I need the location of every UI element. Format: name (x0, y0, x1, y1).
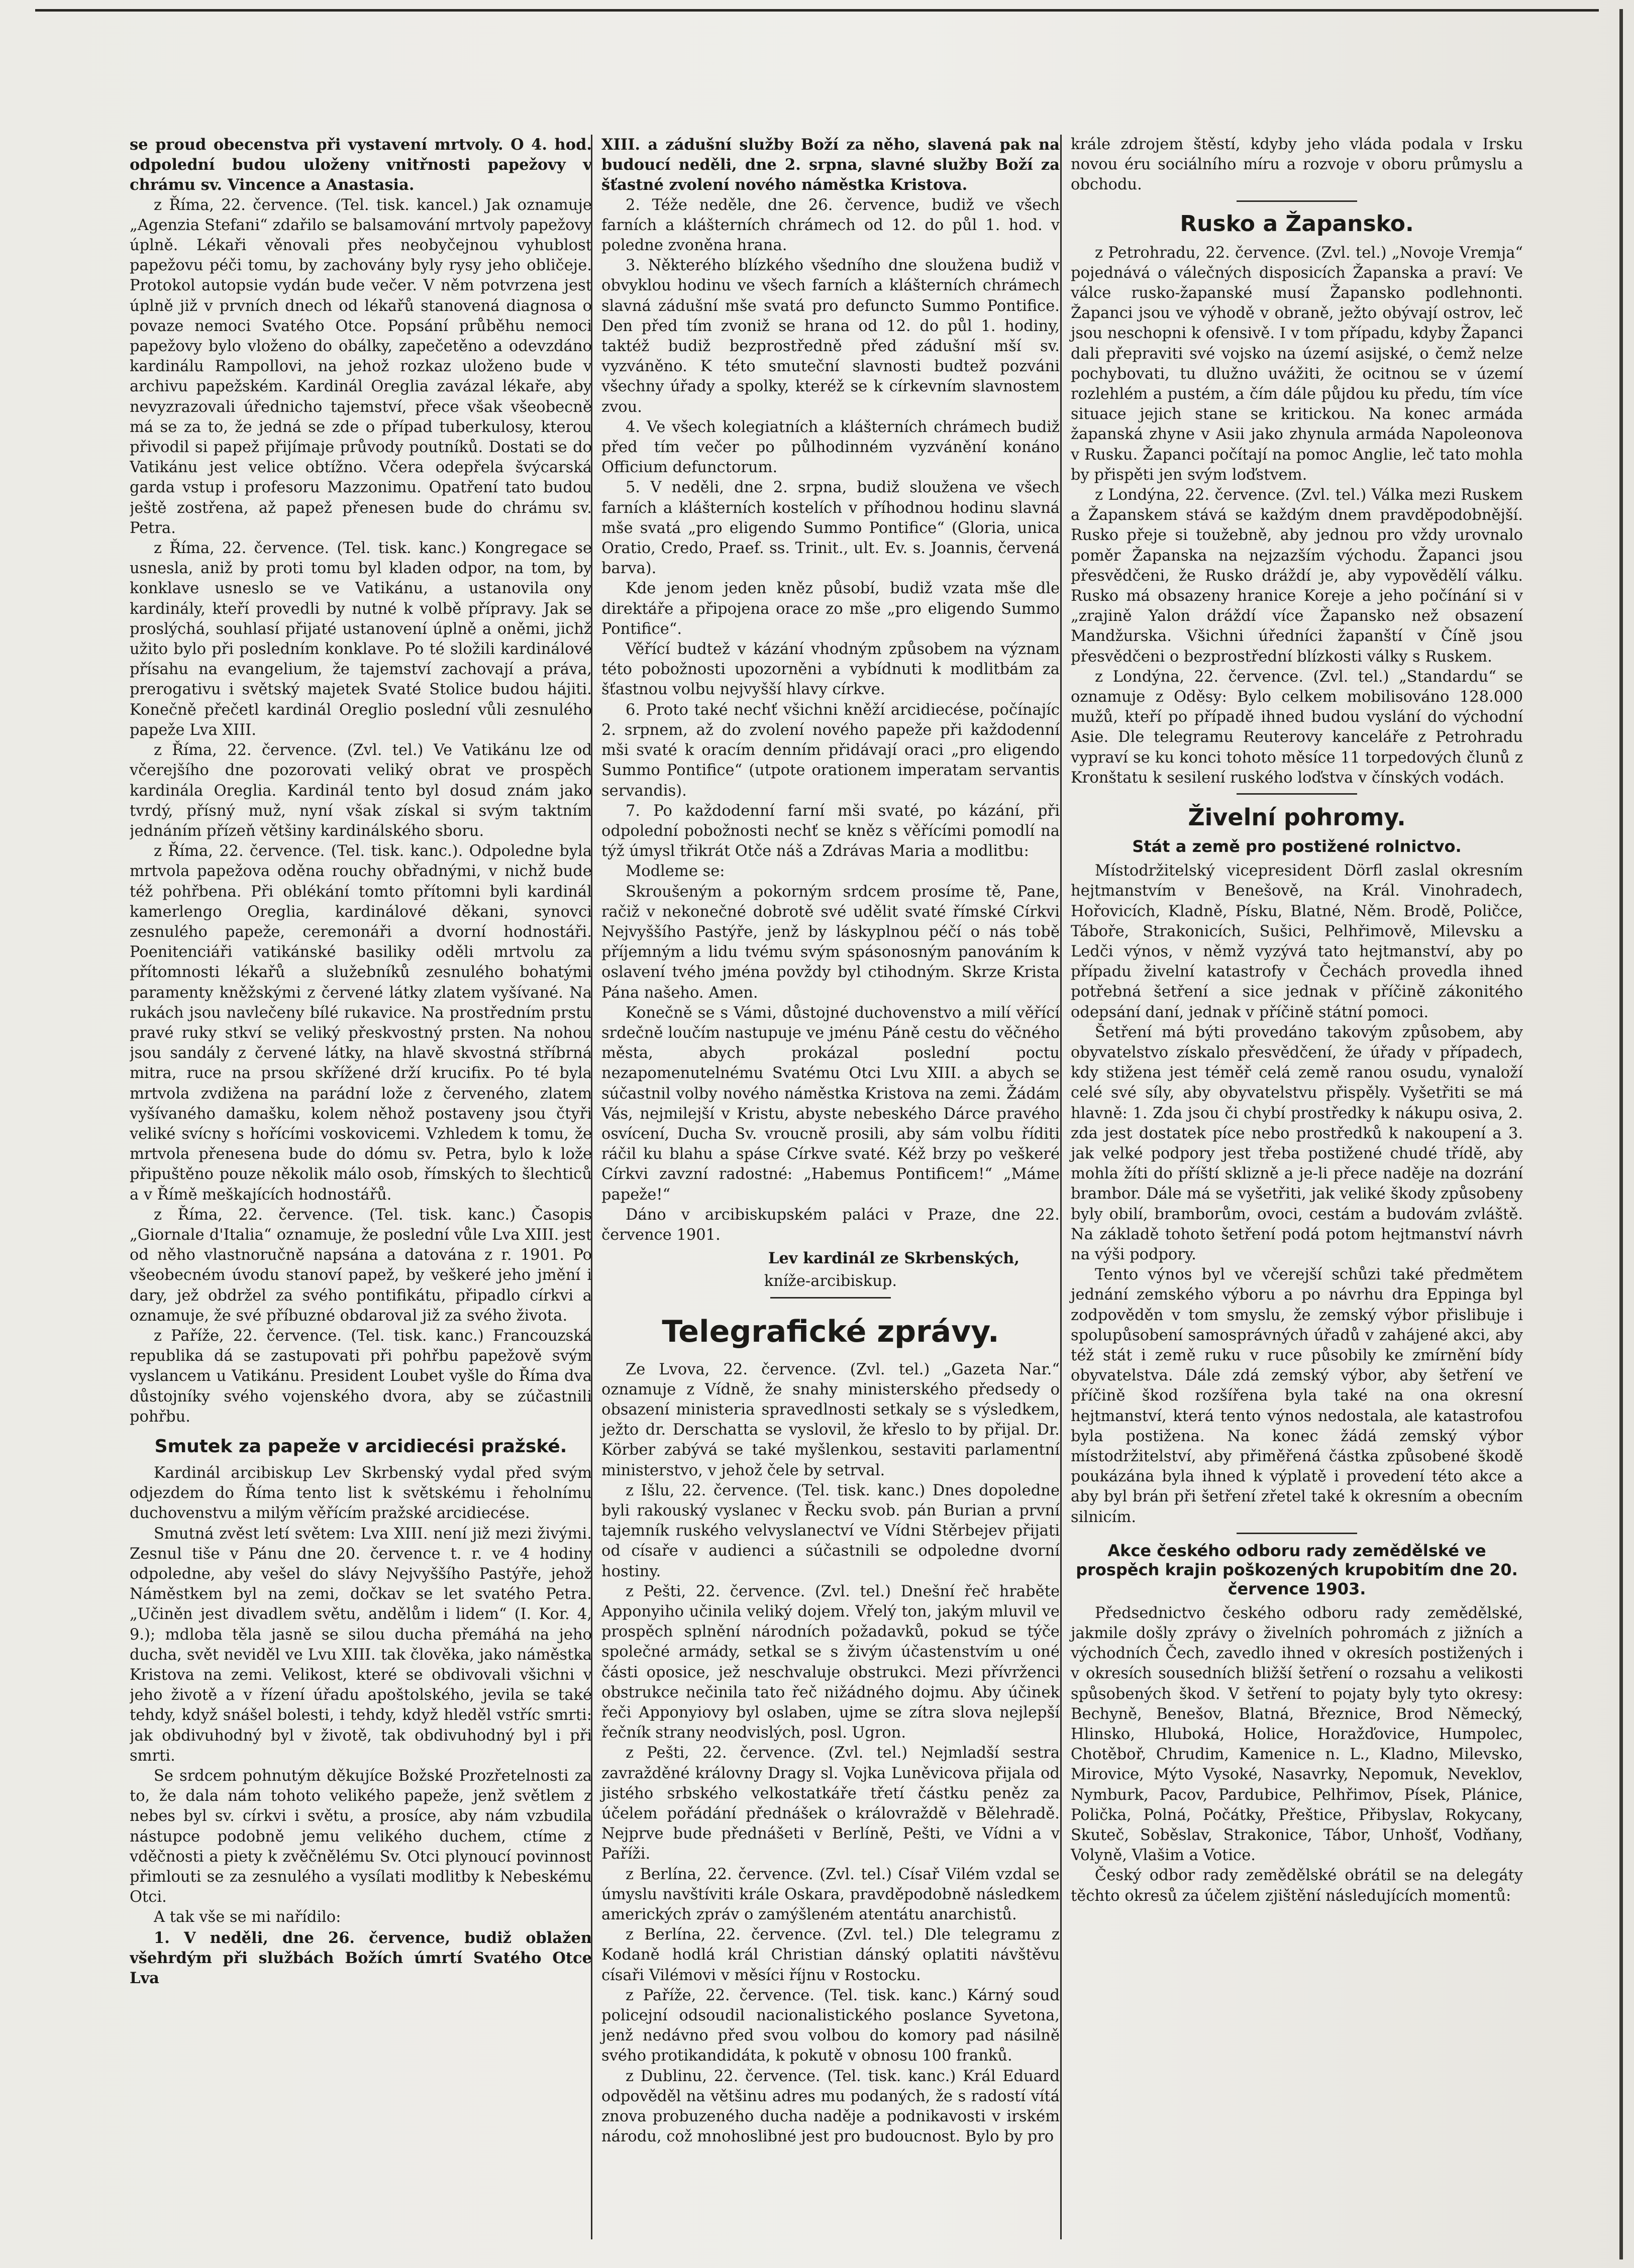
article-paragraph: 7. Po každodenní farní mši svaté, po kázání, při odpolední pobožnosti nechť se kněz s věřícími pomodlí na týž úmysl třikrát Otče náš a Zdrávas Maria a modlitbu: (601, 802, 1060, 860)
article-paragraph: Místodržitelský vicepresident Dörfl zaslal okresním hejtmanstvím v Benešově, na Král. Vinohradech, Hořovicích, Kladně, Písku, Blatné, Něm. Brodě, Poličce, Táboře, Strakonicích, Sušici, Pelhřimově, Milevsku a Ledči výnos, v němž vyzývá tato hejtmanství, aby po případu živelní katastrofy v Čechách provedla ihned potřebná šetření a sice jednak v příčině zákonitého odepsání daní, jednak v příčině státní pomoci. (1071, 862, 1523, 1021)
news-item: z Berlína, 22. července. (Zvl. tel.) Dle telegramu z Kodaně hodlá král Christian dánský oplatiti návštěvu císaři Vilémovi v měsíci říjnu v Rostocku. (601, 1926, 1060, 1984)
article-paragraph: z Říma, 22. července. (Tel. tisk. kancel.) Jak oznamuje „Agenzia Stefani“ zdařilo se balsamování mrtvoly papežovy úplně. Lékaři věnovali přes neobyčejnou vyhublost papežovu péči tomu, by zachovány byly rysy jeho obličeje. Protokol autopsie vydán bude večer. V něm potvrzena jest úplně již v prvních dnech od lékařů stanovená diagnosa o povaze nemoci Svatého Otce. Popsání průběhu nemoci papežovy bylo vloženo do obálky, zapečetěno a odevzdáno kardinálu Rampollovi, na jehož rozkaz uloženo bude v archivu papežském. Kardinál Oreglia zavázal lékaře, aby nevyzrazovali úřednicho tajemství, přece však všeobecně má se za to, že jedná se zde o případ tuberkulosy, kterou přivodil si papež přijímaje průvody poutníků. Dostati se do Vatikánu jest velice obtížno. Včera odepřela švýcarská garda vstup i profesoru Mazzonimu. Opatření tato budou ještě zostřena, až papež přenesen bude do chrámu sv. Petra. (130, 196, 592, 537)
news-item: z Pešti, 22. července. (Zvl. tel.) Dnešní řeč hraběte Apponyiho učinila veliký dojem. Vřelý ton, jakým mluvil ve prospěch splnění národních požadavků, pokud se týče společné armády, setkal se s živým účastenstvím u oné části oposice, jež neschvaluje obstrukci. Mezi přívrženci obstrukce nečinila tato řeč nižádného dojmu. Aby účinek řeči Apponyiovy byl oslaben, ujme se zítra slova nejlepší řečník strany neodvislých, posl. Ugron. (601, 1582, 1060, 1742)
top-rule (35, 9, 1599, 12)
article-paragraph: 2. Téže neděle, dne 26. července, budiž ve všech farních a klášterních chrámech od 12. do půl 1. hod. v poledne zvoněna hrana. (601, 196, 1060, 255)
divider (1237, 793, 1357, 795)
article-paragraph: z Říma, 22. července. (Zvl. tel.) Ve Vatikánu lze od včerejšího dne pozorovati veliký obrat ve prospěch kardinála Oreglia. Kardinál tento byl dosud znám jako tvrdý, přísný muž, nyní však získal si svým taktním jednáním přízeň většiny kardinálského sboru. (130, 741, 592, 840)
binding-edge (1619, 9, 1623, 2259)
article-paragraph: Se srdcem pohnutým děkujíce Božské Prozřetelnosti za to, že dala nám tohoto velikého papeže, jenž světlem z nebes byl sv. církvi i světu, a prosíce, aby nám vzbudila nástupce podobně jemu velikého duchem, ctíme z vděčnosti a piety k zvěčnělému Sv. Otci plynoucí povinnost přimlouti se za zesnulého a vysílati modlitby k Nebeskému Otci. (130, 1767, 592, 1906)
news-item: z Paříže, 22. července. (Tel. tisk. kanc.) Kárný soud policejní odsoudil nacionalistického poslance Syvetona, jenž nedávno před svou volbou do komory pad násilně svého protikandidáta, k pokutě v obnosu 100 franků. (601, 1986, 1060, 2065)
article-paragraph: Smutná zvěst letí světem: Lva XIII. není již mezi živými. Zesnul tiše v Pánu dne 20. července t. r. ve 4 hodiny odpoledne, aby vešel do slávy Nejvyššího Pastýře, jehož Náměstkem byl na zemi, dočkav se let svatého Petra. „Učiněn jest divadlem světu, andělům i lidem“ (I. Kor. 4, 9.); mdloba těla jasně se silou ducha přemáhá na jeho ducha, svět neviděl ve Lvu XIII. tak člověka, jako náměstka Kristova na zemi. Velikost, které se obdivovali všichni v jeho životě a v řízení úřadu apoštolského, jevila se také tehdy, když snášel bolesti, i tehdy, když hleděl vstříc smrti: jak obdivuhodný byl v životě, tak obdivuhodný byl i při smrti. (130, 1525, 592, 1765)
article-paragraph: A tak vše se mi nařídilo: (154, 1908, 341, 1926)
news-item: z Dublinu, 22. července. (Tel. tisk. kanc.) Král Eduard odpověděl na většinu adres mu podaných, že s radostí vítá znova probuzeného ducha naděje a podnikavosti v irském národu, což mnohoslibné jest pro budoucnost. Bylo by pro (601, 2067, 1060, 2146)
section-heading-smutek: Smutek za papeže v arcidiecési pražské. (154, 1436, 567, 1457)
section-heading-rusko: Rusko a Žapansko. (1180, 210, 1414, 237)
divider (770, 1297, 891, 1299)
article-paragraph: 5. V neděli, dne 2. srpna, budiž sloužena ve všech farních a klášterních kostelích v příhodnou hodinu slavná mše svatá „pro eligendo Summo Pontifice“ (Gloria, unica Oratio, Credo, Praef. ss. Trinit., ult. Ev. s. Joannis, červená barva). (601, 479, 1060, 578)
article-paragraph: 3. Některého blízkého všedního dne sloužena budiž v obvyklou hodinu ve všech farních a klášterních chrámech slavná zádušní mše svatá pro defuncto Summo Pontifice. Den před tím zvoniž se hrana od 12. do půl 1. hodiny, taktéž budiž bezprostředně před zádušní mší sv. vyzváněno. K této smuteční slavnosti budtež pozváni všechny úřady a spolky, kteréž se k církevním slavnostem zvou. (601, 257, 1060, 416)
signature-title: kníže-arcibiskup. (764, 1272, 897, 1290)
article-paragraph: z Říma, 22. července. (Tel. tisk. kanc.) Kongregace se usnesla, aniž by proti tomu byl kladen odpor, na tom, by konklave usneslo se ve Vatikánu, a ustanovila ony kardinály, kteří provedli by nutné k volbě přípravy. Jak se proslýchá, souhlasí přijaté ustanovení úplně a oněmi, jichž užito bylo při posledním konklave. Po té složili kardinálové přísahu na evangelium, že tajemství zachovají a práva, prerogativu i světský majetek Svaté Stolice budou hájiti. Konečně přečetl kardinál Oreglio poslední vůli zesnulého papeže Lva XIII. (130, 539, 592, 739)
article-paragraph: Dáno v arcibiskupském paláci v Praze, dne 22. července 1901. (601, 1206, 1060, 1244)
column-right (1060, 135, 1523, 2239)
column-left (130, 135, 592, 2239)
divider (1237, 1533, 1357, 1534)
signature-name: Lev kardinál ze Skrbenských, (768, 1249, 1019, 1268)
news-item: z Pešti, 22. července. (Zvl. tel.) Nejmladší sestra zavražděné královny Dragy sl. Vojka Luněvicova přijala od jistého srbského velkostatkáře třetí částku peněz za účelem pořádání přednášek o královraždě v Bělehradě. Nejprve bude přednášeti v Berlíně, Pešti, ve Vídni a v Paříži. (601, 1744, 1060, 1863)
news-item: z Londýna, 22. července. (Zvl. tel.) Válka mezi Ruskem a Žapanskem stává se každým dnem pravděpodobnější. Rusko přeje si toužebně, aby jednou pro vždy urovnalo poměr Žapanska na nejzazším východu. Žapanci jsou přesvědčeni, že Rusko dráždí je, aby vypovědělí válku. Rusko má obsazeny hranice Koreje a jeho počínání si v „zrajině Yalon dráždí více Žapansko než obsazení Mandžurska. Všichni úředníci žapanští v Číně jsou přesvědčeni o bezprostřední blízkosti války s Ruskem. (1071, 486, 1523, 666)
article-paragraph: krále zdrojem štěstí, kdyby jeho vláda podala v Irsku novou éru sociálního míru a rozvoje v oboru průmyslu a obchodu. (1071, 136, 1523, 194)
article-paragraph: Tento výnos byl ve včerejší schůzi také předmětem jednání zemského výboru a po návrhu dra Eppinga byl zodpověděn v tom smyslu, že zemský výbor přislibuje i spolupůsobení samosprávných úřadů v zahájené akci, aby též stát i země ruku v ruce působily ke zmírnění bídy obyvatelstva. Dále zdá zemský výbor, aby šetření ve příčině škod rozšířena byla také na ona okresní hejtmanství, která tento výnos nedostala, ale katastrofou byla postižena. Na konec žádá zemský výbor místodržitelství, aby přiměřená částka způsobené škodě poukázána byla ihned k výplatě i provedení této akce a aby byl brán při šetření zřetel také k okresním a obecním silnicím. (1071, 1266, 1523, 1526)
article-paragraph: 4. Ve všech kolegiatních a klášterních chrámech budiž před tím večer po půlhodinném vyzvánění konáno Officium defunctorum. (601, 418, 1060, 477)
section-heading-telegraficke: Telegrafické zprávy. (662, 1314, 999, 1349)
article-paragraph: Český odbor rady zemědělské obrátil se na delegáty těchto okresů za účelem zjištění následujících momentů: (1071, 1867, 1523, 1905)
article-paragraph: Kde jenom jeden kněz působí, budiž vzata mše dle direktáře a připojena orace zo mše „pro eligendo Summo Pontifice“. (601, 580, 1060, 638)
news-item: z Petrohradu, 22. července. (Zvl. tel.) „Novoje Vremja“ pojednává o válečných disposicích Žapanska a praví: Ve válce rusko-žapanské musí Žapansko podlehnonti. Žapanci jsou ve výhodě v obraně, ježto obývají ostrov, leč jsou neschopni k ofensivě. I v tom případu, kdyby Žapanci dali přepraviti své vojsko na území asijské, o čemž nelze pochybovati, tu dlužno uvážiti, že ocitnou se v území rozlehlém a pustém, a čím dále půjdou ku předu, tím více situace jejich stane se kritickou. Na konec armáda žapanská zhyne v Asii jako zhynula armáda Napoleonova v Rusku. Žapanci počítají na pomoc Anglie, leč tato mohla by přispěti jen svým loďstvem. (1071, 244, 1523, 484)
news-item: z Londýna, 22. července. (Zvl. tel.) „Standardu“ se oznamuje z Oděsy: Bylo celkem mobilisováno 128.000 mužů, kteří po případě ihned budou vyslání do východní Asie. Dle telegramu Reuterovy kanceláře z Petrohradu vypraví se ku konci tohoto měsíce 11 torpedových člunů z Kronštatu k sesilení ruského loďstva v čínských vodách. (1071, 668, 1523, 787)
divider (1237, 200, 1357, 202)
article-paragraph: z Paříže, 22. července. (Tel. tisk. kanc.) Francouzská republika dá se zastupovati při pohřbu papežově svým vyslancem u Vatikánu. President Loubet vyšle do Říma dva důstojníky svého vojenského dvora, aby se zúčastnili pohřbu. (130, 1327, 592, 1426)
article-paragraph: Věřící budtež v kázání vhodným způsobem na význam této pobožnosti upozorněni a vybídnuti k modlitbám za šťastnou volbu nejvyšší hlavy církve. (601, 640, 1060, 699)
article-paragraph: 1. V neděli, dne 26. července, budiž oblažen všehrdým při službách Božích úmrtí Svatého Otce Lva (130, 1928, 592, 1988)
article-paragraph: Šetření má býti provedáno takovým způsobem, aby obyvatelstvo získalo přesvědčení, že úřady v případech, kdy stižena jest téměř celá země ranou osudu, vynaloží celé své síly, aby obyvatelstvu přispěly. Vyšetřiti se má hlavně: 1. Zda jsou či chybí prostředky k nákupu osiva, 2. zda jest dostatek píce nebo prostředků k nakoupení a 3. jak velké podpory jest třeba postižené chudé třídě, aby mohla žíti do příští sklizně a je-li přece naděje na dozrání brambor. Dále má se vyšetřiti, jak veliké škody způsobeny byly obilí, bramborům, ovoci, cestám a budovám zvláště. Na základě tohoto šetření podá potom hejtmanství návrh na výši podpory. (1071, 1023, 1523, 1263)
news-item: z Berlína, 22. července. (Zvl. tel.) Císař Vilém vzdal se úmyslu navštíviti krále Oskara, pravděpodobně následkem amerických zpráv o zamýšleném atentátu anarchistů. (601, 1865, 1060, 1924)
article-paragraph: Konečně se s Vámi, důstojné duchovenstvo a milí věřící srdečně loučím nastupuje ve jménu Páně cestu do věčného města, abych prokázal poslední poctu nezapomenutelnému Svatému Otci Lvu XIII. a abych se súčastnil volby nového náměstka Kristova na zemi. Žádám Vás, nejmilejší v Kristu, abyste nebeského Dárce pravého osvícení, Ducha Sv. vroucně prosili, aby sám volbu říditi ráčil ku blahu a spáse Církve svaté. Kéž brzy po veškeré Církvi zavzní radostné: „Habemus Pontificem!“ „Máme papeže!“ (601, 1004, 1060, 1204)
article-paragraph: Skroušeným a pokorným srdcem prosíme tě, Pane, račiž v nekonečné dobrotě své udělit svaté římské Církvi Nejvyššího Pastýře, jenž by láskyplnou péčí o nás tobě příjemným a lidu tvému svým spásonosným panováním k oslavení tvého jména povždy byl ctihodným. Skrze Krista Pána našeho. Amen. (601, 883, 1060, 1002)
article-paragraph: Předsednictvo českého odboru rady zemědělské, jakmile došly zprávy o živelních pohromách z jižních a východních Čech, zavedlo ihned v okresích postižených i v okresích sousedních bližší šetření o rozsahu a velikosti spůsobených škod. V šetření to pojaty byly tyto okresy: Bechyně, Benešov, Blatná, Březnice, Brod Německý, Hlinsko, Hluboká, Holice, Horažďovice, Humpolec, Chotěboř, Chrudim, Kamenice n. L., Kladno, Milevsko, Mirovice, Mýto Vysoké, Nasavrky, Nepomuk, Neveklov, Nymburk, Pacov, Pardubice, Pelhřimov, Písek, Plánice, Polička, Polná, Počátky, Přeštice, Přibyslav, Rokycany, Skuteč, Soběslav, Strakonice, Tábor, Unhošť, Vodňany, Volyně, Vlašim a Votice. (1071, 1604, 1523, 1865)
article-paragraph: z Říma, 22. července. (Tel. tisk. kanc.) Časopis „Giornale d'Italia“ oznamuje, že poslední vůle Lva XIII. jest od něho vlastnoručně napsána a datována z r. 1901. Po všeobecném úvodu stanoví papež, by veškeré jeho jmění i dary, jež obdržel za svého pontifikátu, připadlo církvi a oznamuje, že své příbuzné obdaroval již za svého života. (130, 1206, 592, 1325)
article-paragraph: se proud obecenstva při vystavení mrtvoly. O 4. hod. odpolední budou uloženy vnitřnosti papežovy v chrámu sv. Vincence a Anastasia. (130, 136, 592, 194)
subheading-akce: Akce českého odboru rady zemědělské ve prospěch krajin poškozených krupobitím dne 20. července 1903. (1076, 1541, 1518, 1598)
article-paragraph: z Říma, 22. července. (Tel. tisk. kanc.). Odpoledne byla mrtvola papežova oděna rouchy obřadnými, v nichž bude též pohřbena. Při oblékání tomto přítomni byli kardinál kamerlengo Oreglia, kardinálové děkani, synovci zesnulého papeže, ceremonáři a dvorní hodnostáři. Poenitenciáři vatikánské basiliky oděli mrtvolu za přítomnosti lékařů a služebníků zesnulého bohatými paramenty kněžskými z červené látky zlatem vyšívané. Na rukách jsou navlečeny bílé rukavice. Na prostředním prstu pravé ruky stkví se veliký přeskvostný prsten. Na nohou jsou sandály z červené látky, na hlavě skvostná stříbrná mitra, ruce na prsou skřížené drží krucifix. Po té byla mrtvola zvdižena na parádní lože z červeného, zlatem vyšívaného damašku, kolem něhož postaveny jsou čtyři veliké svícny s hořícími voskovicemi. Vzhledem k tomu, že mrtvola přenesena bude do dómu sv. Petra, bylo k lože připuštěno pouze několik málo osob, římských to šlechticů a v Římě meškajících hodnostářů. (130, 842, 592, 1204)
article-paragraph: Kardinál arcibiskup Lev Skrbenský vydal před svým odjezdem do Říma tento list k světskému i řeholnímu duchovenstvu a milým věřícím pražské arcidiecése. (130, 1464, 592, 1523)
news-item: z Išlu, 22. července. (Tel. tisk. kanc.) Dnes dopoledne byli rakouský vyslanec v Řecku svob. pán Burian a první tajemník ruského velvyslanectví ve Vídni Stěrbejev přijati od císaře v audienci a súčastnili se odpoledne dvorní hostiny. (601, 1481, 1060, 1580)
subheading-stat-a-zeme: Stát a země pro postižené rolnictvo. (1132, 837, 1462, 856)
news-item: Ze Lvova, 22. července. (Zvl. tel.) „Gazeta Nar.“ oznamuje z Vídně, že snahy ministerského předsedy o obsazení ministeria spravedlnosti setkaly se s výsledkem, ježto dr. Derschatta se vyslovil, že křeslo to by přijal. Dr. Körber zabývá se také myšlenkou, sestaviti parlamentní ministerstvo, v jehož čele by setrval. (601, 1360, 1060, 1479)
section-heading-zivelni: Živelní pohromy. (1188, 804, 1406, 831)
prayer-heading: Modleme se: (626, 862, 725, 881)
article-paragraph: XIII. a zádušní služby Boží za něho, slavená pak na budoucí neděli, dne 2. srpna, slavné služby Boží za šťastné zvolení nového náměstka Kristova. (601, 136, 1060, 194)
column-middle (591, 135, 1060, 2239)
article-paragraph: 6. Proto také nechť všichni kněží arcidiecése, počínajíc 2. srpnem, až do zvolení nového papeže při každodenní mši svaté k oracím denním přidávají oraci „pro eligendo Summo Pontifice“ (utpote orationem imperatam servantis servandis). (601, 701, 1060, 800)
